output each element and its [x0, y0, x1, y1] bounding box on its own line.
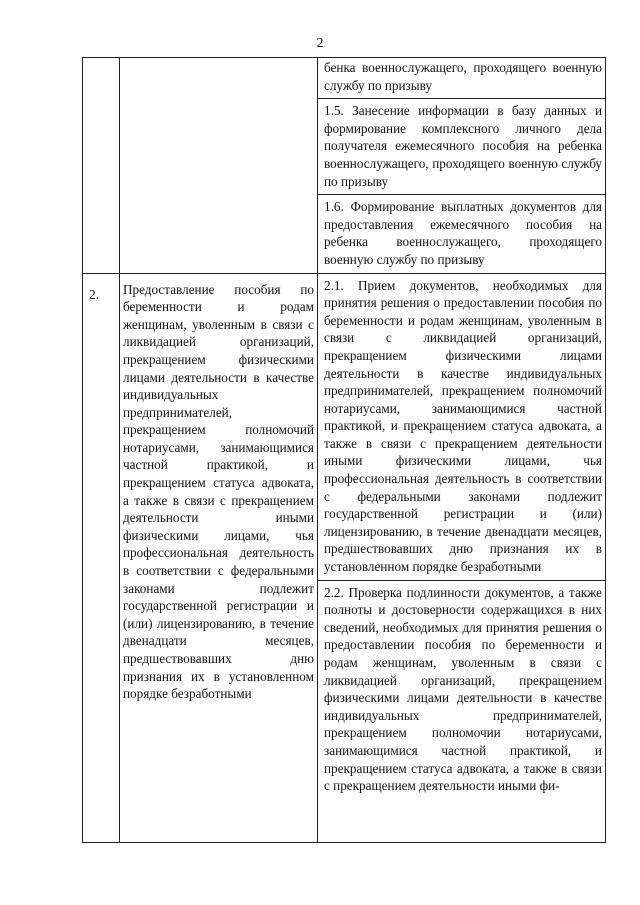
service-description-cell — [120, 58, 318, 274]
services-table — [82, 57, 606, 843]
step-text: 1.6. Формирование выплатных документов для предоставления ежемесячного пособия на ребенка военнослужащего, проходящего военную службу по призыву — [324, 199, 602, 267]
step-cell — [318, 580, 606, 842]
table-row — [83, 58, 606, 99]
service-description-cell — [120, 273, 318, 842]
step-text: 1.5. Занесение информации в базу данных и формирование комплексного личного дела получателя ежемесячного пособия на ребенка военнослужащего, проходящего военную службу по призыву — [324, 103, 602, 189]
table-row — [83, 273, 606, 580]
step-text: 2.1. Прием документов, необходимых для принятия решения о предоставлении пособия по беременности и родам женщинам, уволенным в связи с ликвидацией организаций, прекращением физическими лицами деятельности в качестве индивидуальных предпринимателей, прекращением полномочий нотариусами, занимающимися частной практикой, и прекращением статуса адвоката, а также в связи с прекращением деятельности иными физическими лицами, чья профессиональная деятельность в соответствии с федеральными законами подлежит государственной регистрации и (или) лицензированию, в течение двенадцати месяцев, предшествовавших дню признания их в установленном порядке безработными — [324, 277, 602, 575]
row-number-cell — [83, 273, 120, 842]
row-number: 2. — [89, 286, 100, 302]
page-number: 2 — [316, 36, 324, 51]
step-text: 2.2. Проверка подлинности документов, а также полноты и достоверности содержащихся в них сведений, необходимых для принятия решения о предоставлении пособия по беременности и родам женщинам, уволенным в связи с ликвидацией организаций, прекращением физическими лицами деятельности в качестве индивидуальных предпринимателей, прекращением полномочии нотариусами, занимающимися частной практикой, и прекращением статуса адвоката, а также в связи с прекращением деятельности иными фи- — [324, 584, 602, 794]
service-description: Предоставление пособия по беременности и родам женщинам, уволенным в связи с ликвидацией организаций, прекращением физическими лицами деятельности в качестве индивидуальных предпринимателей, прекращением полномочий нотариусами, занимающимися частной практикой, и прекращением статуса адвоката, а также в связи с прекращением деятельности иными физическими лицами, чья профессиональная деятельность в соответствии с федеральными законами подлежит государственной регистрации и (или) лицензированию, в течение двенадцати месяцев, предшествовавших дню признания их в установленном порядке безработными — [123, 281, 314, 702]
step-cell — [318, 58, 606, 99]
step-text: бенка военнослужащего, проходящего военную службу по призыву — [324, 60, 602, 93]
step-cell — [318, 273, 606, 580]
step-cell — [318, 195, 606, 273]
row-number-cell — [83, 58, 120, 274]
step-cell — [318, 99, 606, 195]
